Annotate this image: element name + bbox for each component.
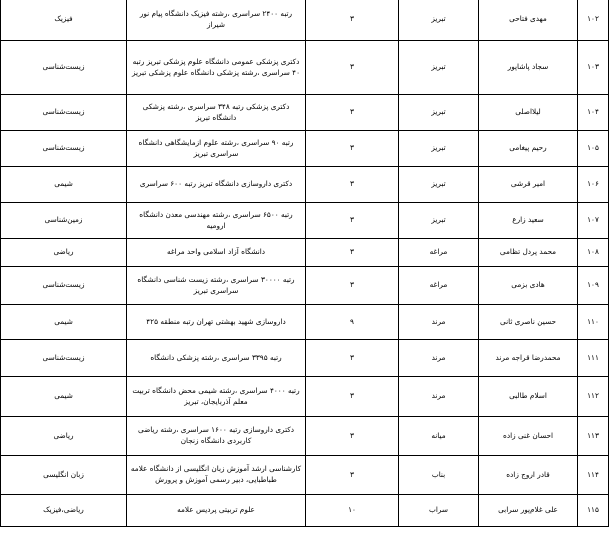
table-row (1, 203, 609, 239)
table-row (1, 377, 609, 417)
teacher-name-cell: هادی بزمی (479, 267, 578, 305)
teacher-name-cell: سعید زارع (479, 203, 578, 239)
teacher-name-cell: احسان غنی زاده (479, 417, 578, 456)
education-cell: رتبه ۲۴۰۰ سراسری ،رشته فیزیک دانشگاه پیام نور شیراز (127, 0, 306, 41)
teacher-name-cell: اسلام طالبی (479, 377, 578, 417)
years-cell: ۹ (306, 305, 399, 340)
teacher-name-cell: قادر اروج زاده (479, 456, 578, 495)
city-cell: بناب (399, 456, 479, 495)
education-cell: رتبه ۹۰ سراسری ،رشته علوم ازمایشگاهی دانشگاه سراسری تبریز (127, 131, 306, 167)
years-cell: ۳ (306, 167, 399, 203)
teacher-name-cell: حسین ناصری ثانی (479, 305, 578, 340)
education-cell: رتبه ۳۰۰۰۰ سراسری ،رشته زیست شناسی دانشگاه سراسری تبریز (127, 267, 306, 305)
row-number-cell: ۱۰۶ (578, 167, 609, 203)
city-cell: مراغه (399, 267, 479, 305)
education-cell: علوم تربیتی پردیس علامه (127, 495, 306, 527)
table-row (1, 0, 609, 41)
education-cell: رتبه ۶۵۰۰ سراسری ،رشته مهندسی معدن دانشگاه ارومیه (127, 203, 306, 239)
table-row (1, 267, 609, 305)
table-row (1, 131, 609, 167)
subject-field-cell: زیست‌شناسی (1, 267, 127, 305)
years-cell: ۳ (306, 203, 399, 239)
row-number-cell: ۱۱۰ (578, 305, 609, 340)
city-cell: تبریز (399, 0, 479, 41)
years-cell: ۳ (306, 131, 399, 167)
row-number-cell: ۱۰۲ (578, 0, 609, 41)
row-number-cell: ۱۰۴ (578, 95, 609, 131)
city-cell: تبریز (399, 131, 479, 167)
teacher-name-cell: مهدی فتاحی (479, 0, 578, 41)
teacher-name-cell: امیر قرشی (479, 167, 578, 203)
years-cell: ۳ (306, 340, 399, 377)
subject-field-cell: ریاضی (1, 417, 127, 456)
table-row (1, 417, 609, 456)
teacher-name-cell: علی غلام‌پور سرابی (479, 495, 578, 527)
city-cell: میانه (399, 417, 479, 456)
subject-field-cell: زیست‌شناسی (1, 41, 127, 95)
teacher-name-cell: لیلااصلی (479, 95, 578, 131)
teacher-name-cell: محمدرضا قراجه مرند (479, 340, 578, 377)
row-number-cell: ۱۱۲ (578, 377, 609, 417)
row-number-cell: ۱۱۴ (578, 456, 609, 495)
city-cell: مراغه (399, 239, 479, 267)
city-cell: تبریز (399, 41, 479, 95)
city-cell: مرند (399, 305, 479, 340)
years-cell: ۱۰ (306, 495, 399, 527)
table-body (1, 0, 609, 527)
education-cell: رتبه ۳۳۹۵ سراسری ،رشته پزشکی دانشگاه (127, 340, 306, 377)
row-number-cell: ۱۰۷ (578, 203, 609, 239)
city-cell: مرند (399, 377, 479, 417)
city-cell: تبریز (399, 95, 479, 131)
years-cell: ۳ (306, 417, 399, 456)
years-cell: ۳ (306, 41, 399, 95)
subject-field-cell: ریاضی (1, 239, 127, 267)
table-row (1, 305, 609, 340)
table-row (1, 41, 609, 95)
city-cell: سراب (399, 495, 479, 527)
years-cell: ۳ (306, 239, 399, 267)
row-number-cell: ۱۰۵ (578, 131, 609, 167)
city-cell: تبریز (399, 203, 479, 239)
city-cell: مرند (399, 340, 479, 377)
row-number-cell: ۱۱۵ (578, 495, 609, 527)
education-cell: دانشگاه آزاد اسلامی واحد مراغه (127, 239, 306, 267)
education-cell: کارشناسی ارشد آموزش زبان انگلیسی از دانشگاه علامه طباطبایی، دبیر رسمی آموزش و پرورش (127, 456, 306, 495)
subject-field-cell: زیست‌شناسی (1, 95, 127, 131)
table-row (1, 95, 609, 131)
education-cell: داروسازی شهید بهشتی تهران رتبه منطقه ۴۲۵ (127, 305, 306, 340)
table-row (1, 167, 609, 203)
subject-field-cell: زیست‌شناسی (1, 340, 127, 377)
subject-field-cell: شیمی (1, 377, 127, 417)
table-row (1, 239, 609, 267)
education-cell: دکتری داروسازی رتبه ۱۶۰۰ سراسری ،رشته ریاضی کاربردی دانشگاه زنجان (127, 417, 306, 456)
years-cell: ۳ (306, 456, 399, 495)
table-row (1, 495, 609, 527)
subject-field-cell: شیمی (1, 305, 127, 340)
table-row (1, 456, 609, 495)
table-row (1, 340, 609, 377)
teacher-name-cell: محمد پردل تظامی (479, 239, 578, 267)
subject-field-cell: فیزیک (1, 0, 127, 41)
row-number-cell: ۱۰۸ (578, 239, 609, 267)
education-cell: دکتری داروسازی دانشگاه تبریز رتبه ۶۰۰ سراسری (127, 167, 306, 203)
education-cell: دکتری پزشکی رتبه ۳۴۸ سراسری ،رشته پزشکی دانشگاه تبریز (127, 95, 306, 131)
subject-field-cell: زمین‌شناسی (1, 203, 127, 239)
teacher-name-cell: سجاد پاشاپور (479, 41, 578, 95)
row-number-cell: ۱۱۱ (578, 340, 609, 377)
teacher-name-cell: رحیم پیغامی (479, 131, 578, 167)
years-cell: ۳ (306, 95, 399, 131)
row-number-cell: ۱۱۳ (578, 417, 609, 456)
row-number-cell: ۱۰۳ (578, 41, 609, 95)
subject-field-cell: شیمی (1, 167, 127, 203)
subject-field-cell: زبان انگلیسی (1, 456, 127, 495)
subject-field-cell: زیست‌شناسی (1, 131, 127, 167)
education-cell: دکتری پزشکی عمومی دانشگاه علوم پزشکی تبریز رتبه ۴۰ سراسری ،رشته پزشکی دانشگاه علوم پزشکی تبریز (127, 41, 306, 95)
city-cell: تبریز (399, 167, 479, 203)
row-number-cell: ۱۰۹ (578, 267, 609, 305)
subject-field-cell: ریاضی،فیزیک (1, 495, 127, 527)
education-cell: رتبه ۴۰۰۰ سراسری ،رشته شیمی محض دانشگاه تربیت معلم آذربایجان، تبریز (127, 377, 306, 417)
years-cell: ۳ (306, 0, 399, 41)
years-cell: ۳ (306, 377, 399, 417)
years-cell: ۳ (306, 267, 399, 305)
